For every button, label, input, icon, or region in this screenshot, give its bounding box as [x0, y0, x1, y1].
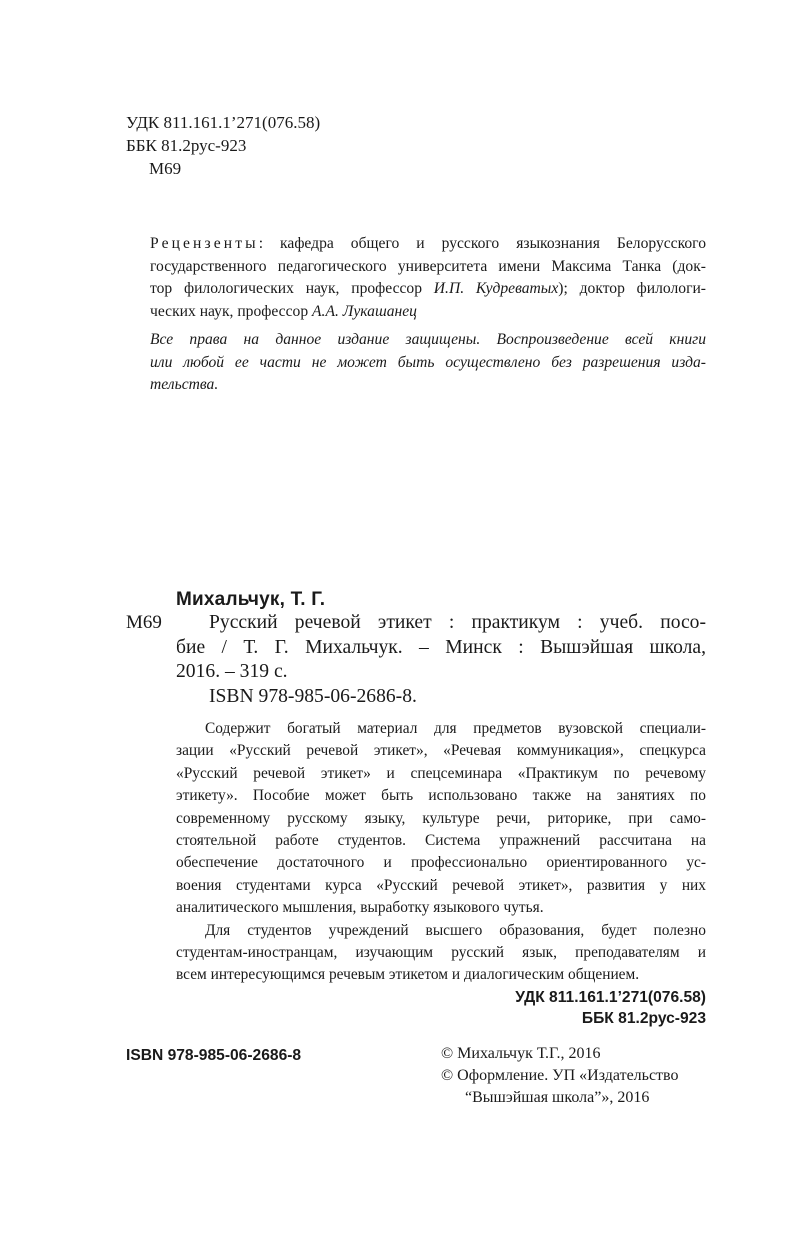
copyright-author: © Михальчук Т.Г., 2016 [441, 1045, 601, 1062]
copyright-design: © Оформление. УП «Издательство [441, 1067, 679, 1084]
reviewers-label: Рецензенты [150, 235, 259, 252]
rights-line: Все права на данное издание защищены. Воспроизведение всей книги [150, 331, 706, 348]
copyright-publisher: “Вышэйшая школа”», 2016 [465, 1089, 650, 1106]
reviewer-name-1: И.П. Кудреватых [433, 280, 559, 297]
record-line: 2016. – 319 с. [176, 661, 288, 682]
annotation-line: всем интересующимся речевым этикетом и диалогическим общением. [176, 966, 640, 984]
bottom-udk: УДК 811.161.1’271(076.58) [515, 989, 706, 1006]
annotation-line: Содержит богатый материал для предметов вузовской специали- [205, 720, 706, 737]
reviewers-block [150, 233, 706, 323]
rights-line: или любой ее части не может быть осуществлено без разрешения изда- [150, 353, 706, 371]
bottom-classification [515, 987, 706, 1029]
annotation-line: воения студентами курса «Русский речевой этикет», развития у них [176, 876, 706, 894]
bottom-bbk: ББК 81.2рус-923 [581, 1010, 706, 1027]
record-code: М69 [126, 612, 162, 633]
rights-line: тельства. [150, 376, 219, 393]
udk-code: УДК 811.161.1’271(076.58) [126, 113, 321, 132]
record-description [176, 611, 706, 709]
reviewer-name-2: А.А. Лукашанец [312, 302, 417, 320]
reviewers-line2: государственного педагогического университета имени Максима Танка (док- [150, 257, 706, 275]
copyright-block [441, 1043, 678, 1109]
annotation [176, 718, 706, 987]
annotation-line: зации «Русский речевой этикет», «Речевая коммуникация», спецкурса [176, 742, 706, 760]
annotation-line: студентам-иностранцам, изучающим русский язык, преподавателям и [176, 944, 706, 962]
annotation-line: Для студентов учреждений высшего образования, будет полезно [205, 921, 706, 939]
annotation-line: современному русскому языку, культуре речи, риторике, при само- [176, 809, 706, 827]
reviewers-line1: : кафедра общего и русского языкознания Белорусского [258, 235, 706, 252]
annotation-line: стоятельной работе студентов. Система упражнений рассчитана на [176, 832, 706, 850]
rights-notice [150, 329, 706, 397]
annotation-line: аналитического мышления, выработку языкового чутья. [176, 899, 544, 917]
author-mark: М69 [149, 159, 182, 178]
record-line: Русский речевой этикет : практикум : учеб. посо- [209, 612, 706, 633]
reviewers-line3-pre: тор филологических наук, профессор [150, 280, 434, 297]
record-line: бие / Т. Г. Михальчук. – Минск : Вышэйшая школа, [176, 636, 706, 658]
isbn: ISBN 978-985-06-2686-8 [126, 1047, 302, 1064]
annotation-line: обеспечение достаточного и профессионально ориентированного ус- [176, 854, 706, 872]
record-isbn: ISBN 978-985-06-2686-8. [209, 685, 417, 707]
annotation-line: этикету». Пособие может быть использовано также на занятиях по [176, 787, 706, 805]
reviewers-line4-pre: ческих наук, профессор [150, 302, 313, 320]
reviewers-line3-post: ); доктор филологи- [558, 280, 707, 297]
classification-block [126, 111, 320, 180]
record-author: Михальчук, Т. Г. [176, 589, 326, 610]
annotation-line: «Русский речевой этикет» и спецсеминара «Практикум по речевому [176, 764, 706, 782]
bbk-code: ББК 81.2рус-923 [126, 136, 247, 155]
